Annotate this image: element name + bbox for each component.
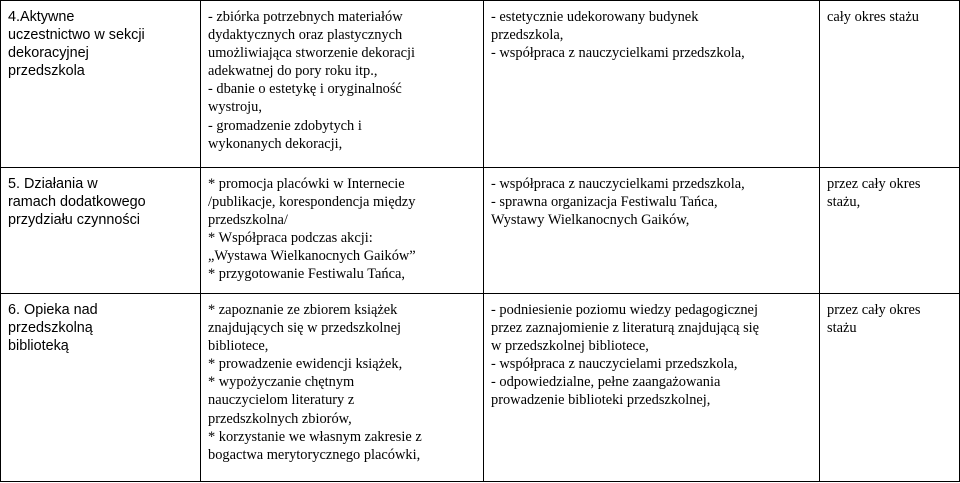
tasks-cell xyxy=(201,168,484,294)
table-row xyxy=(1,168,960,294)
task-line: /publikacje, korespondencja między xyxy=(208,194,416,211)
category-line: 6. Opieka nad xyxy=(8,302,98,318)
task-line: * promocja placówki w Internecie xyxy=(208,176,405,192)
category-line: 5. Działania w xyxy=(8,176,98,192)
task-line: wykonanych dekoracji, xyxy=(208,135,343,152)
effect-line: Wystawy Wielkanocnych Gaików, xyxy=(491,212,690,229)
term-line: przez cały okres xyxy=(827,302,921,318)
task-line: przedszkolna/ xyxy=(208,212,288,229)
category-cell xyxy=(1,294,201,482)
effect-line: - odpowiedzialne, pełne zaangażowania xyxy=(491,374,721,391)
effects-cell xyxy=(484,1,820,168)
task-line: znajdujących się w przedszkolnej xyxy=(208,320,401,337)
term-cell xyxy=(820,168,960,294)
effect-line: przez zaznajomienie z literaturą znajdującą się xyxy=(491,320,760,337)
category-line: przydziału czynności xyxy=(8,212,140,229)
task-line: „Wystawa Wielkanocnych Gaików” xyxy=(208,248,416,265)
task-line: wystroju, xyxy=(208,99,262,116)
category-cell xyxy=(1,168,201,294)
term-line: przez cały okres xyxy=(827,176,921,192)
task-line: - gromadzenie zdobytych i xyxy=(208,117,362,134)
effects-cell xyxy=(484,168,820,294)
category-line: uczestnictwo w sekcji xyxy=(8,27,145,44)
task-line: - dbanie o estetykę i oryginalność xyxy=(208,81,402,98)
table-row xyxy=(1,294,960,482)
effect-line: - współpraca z nauczycielami przedszkola, xyxy=(491,356,738,373)
task-line: * Współpraca podczas akcji: xyxy=(208,230,373,247)
effects-cell xyxy=(484,294,820,482)
task-line: bogactwa merytorycznego placówki, xyxy=(208,446,421,463)
task-line: umożliwiająca stworzenie dekoracji xyxy=(208,45,415,62)
effect-line: przedszkola, xyxy=(491,27,564,44)
term-line: stażu xyxy=(827,320,857,337)
effect-line: w przedszkolnej bibliotece, xyxy=(491,338,649,355)
category-line: ramach dodatkowego xyxy=(8,194,146,211)
table-row xyxy=(1,1,960,168)
category-line: przedszkola xyxy=(8,63,85,80)
effect-line: - współpraca z nauczycielkami przedszkola, xyxy=(491,45,745,62)
task-line: przedszkolnych zbiorów, xyxy=(208,410,352,427)
term-cell xyxy=(820,1,960,168)
task-line: * wypożyczanie chętnym xyxy=(208,374,355,391)
task-line: dydaktycznych oraz plastycznych xyxy=(208,27,403,44)
category-line: dekoracyjnej xyxy=(8,45,89,62)
term-line: stażu, xyxy=(827,194,861,211)
task-line: bibliotece, xyxy=(208,338,269,355)
tasks-cell xyxy=(201,294,484,482)
task-line: * prowadzenie ewidencji książek, xyxy=(208,356,403,373)
task-line: - zbiórka potrzebnych materiałów xyxy=(208,9,403,25)
effect-line: - współpraca z nauczycielkami przedszkola, xyxy=(491,176,745,192)
tasks-cell xyxy=(201,1,484,168)
category-cell xyxy=(1,1,201,168)
category-line: przedszkolną xyxy=(8,320,93,337)
task-line: * korzystanie we własnym zakresie z xyxy=(208,428,422,445)
task-line: * zapoznanie ze zbiorem książek xyxy=(208,302,398,318)
effect-line: prowadzenie biblioteki przedszkolnej, xyxy=(491,392,711,409)
task-line: adekwatnej do pory roku itp., xyxy=(208,63,378,80)
term-cell xyxy=(820,294,960,482)
term-line: cały okres stażu xyxy=(827,9,919,25)
category-line: biblioteką xyxy=(8,338,69,355)
effect-line: - podniesienie poziomu wiedzy pedagogicznej xyxy=(491,302,758,318)
task-line: nauczycielom literatury z xyxy=(208,392,355,409)
effect-line: - sprawna organizacja Festiwalu Tańca, xyxy=(491,194,718,211)
task-line: * przygotowanie Festiwalu Tańca, xyxy=(208,266,405,283)
category-line: 4.Aktywne xyxy=(8,9,75,25)
effect-line: - estetycznie udekorowany budynek xyxy=(491,9,699,25)
